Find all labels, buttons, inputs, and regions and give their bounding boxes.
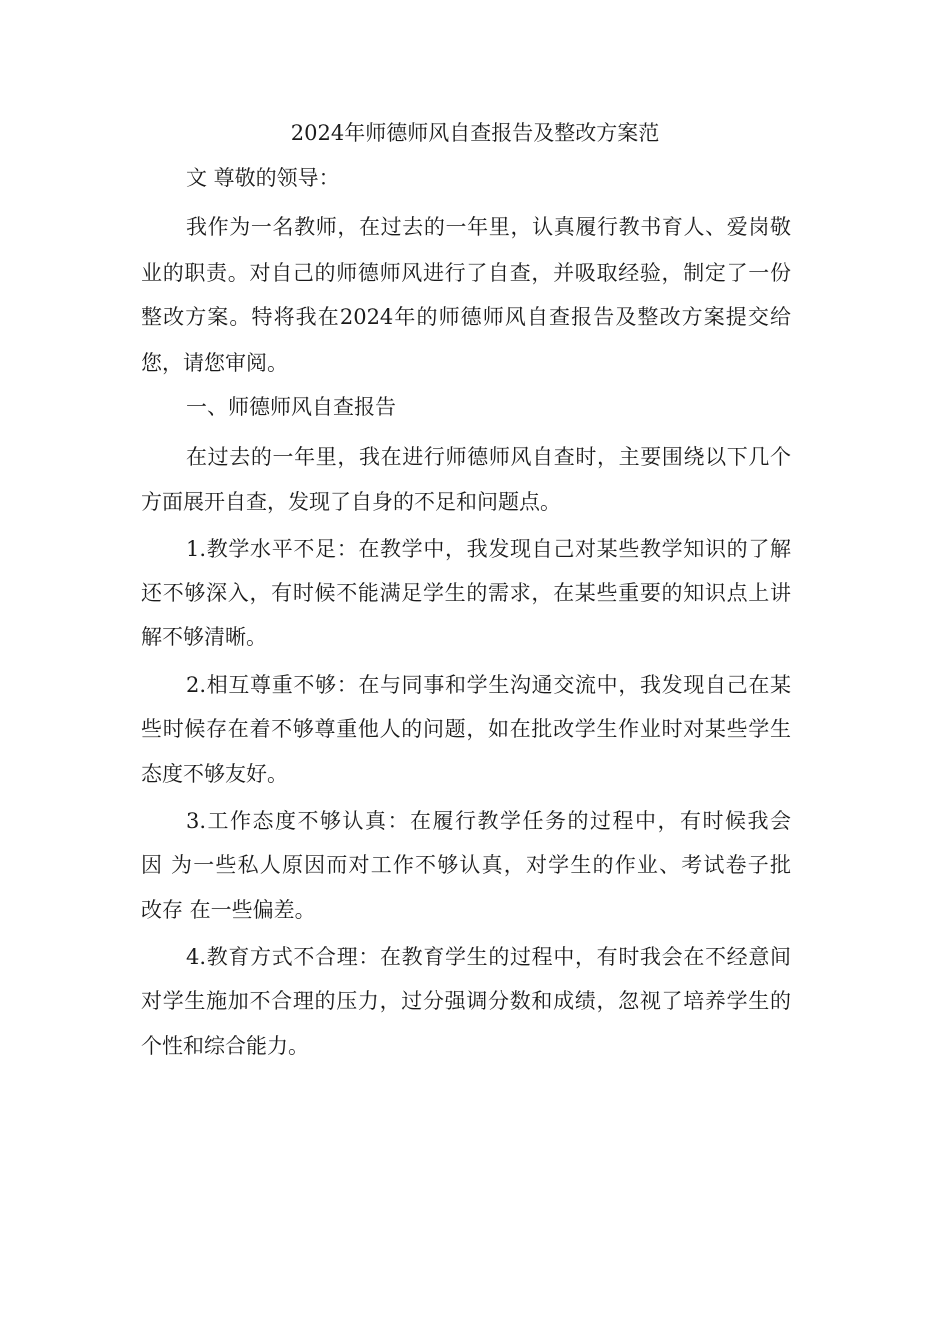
- item3-line-1: 3.工作态度不够认真：在履行教学任务的过程中，有时候我会: [186, 809, 791, 833]
- section-heading: 一、师德师风自查报告: [186, 395, 396, 419]
- intro-line-2: 业的职责。对自己的师德师风进行了自查，并吸取经验，制定了一份: [141, 261, 791, 285]
- document-title: 2024年师德师风自查报告及整改方案范: [290, 121, 660, 145]
- intro-line-4: 您，请您审阅。: [141, 351, 288, 375]
- item2-line-1: 2.相互尊重不够：在与同事和学生沟通交流中，我发现自己在某: [186, 673, 791, 697]
- item3-line-2: 因 为一些私人原因而对工作不够认真，对学生的作业、考试卷子批: [141, 853, 791, 877]
- item4-line-3: 个性和综合能力。: [141, 1034, 309, 1058]
- item3-line-3: 改存 在一些偏差。: [141, 898, 316, 922]
- item2-line-2: 些时候存在着不够尊重他人的问题，如在批改学生作业时对某些学生: [141, 717, 791, 741]
- item1-line-2: 还不够深入，有时候不能满足学生的需求，在某些重要的知识点上讲: [141, 581, 791, 605]
- intro-line-3: 整改方案。特将我在2024年的师德师风自查报告及整改方案提交给: [141, 305, 791, 329]
- section-intro-line-1: 在过去的一年里，我在进行师德师风自查时，主要围绕以下几个: [186, 445, 791, 469]
- item4-line-1: 4.教育方式不合理：在教育学生的过程中，有时我会在不经意间: [186, 945, 791, 969]
- section-intro-line-2: 方面展开自查，发现了自身的不足和问题点。: [141, 490, 561, 514]
- salutation-line: 文 尊敬的领导：: [186, 166, 340, 190]
- item4-line-2: 对学生施加不合理的压力，过分强调分数和成绩，忽视了培养学生的: [141, 989, 791, 1013]
- item1-line-3: 解不够清晰。: [141, 625, 267, 649]
- item1-line-1: 1.教学水平不足：在教学中，我发现自己对某些教学知识的了解: [186, 537, 791, 561]
- item2-line-3: 态度不够友好。: [141, 762, 288, 786]
- intro-line-1: 我作为一名教师，在过去的一年里，认真履行教书育人、爱岗敬: [186, 215, 791, 239]
